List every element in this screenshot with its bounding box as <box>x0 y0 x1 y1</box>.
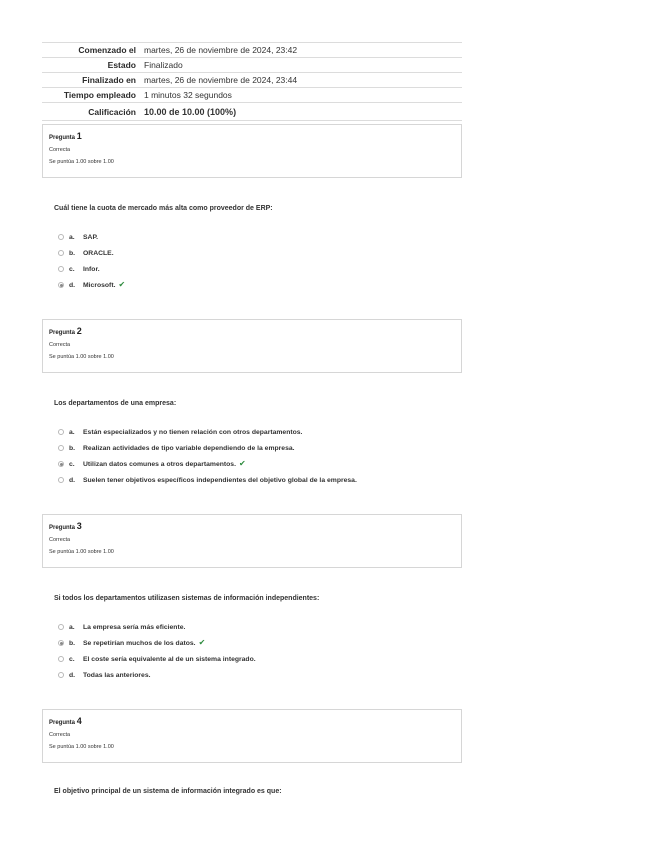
radio-button[interactable] <box>58 656 64 662</box>
option-text: Están especializados y no tienen relación con otros departamentos. <box>83 428 303 436</box>
question-status: Correcta <box>49 537 71 543</box>
question-number: 1 <box>76 131 82 141</box>
attempt-summary-table <box>42 42 462 121</box>
option-letter: b. <box>69 249 76 257</box>
radio-button-selected[interactable] <box>58 640 64 646</box>
answer-option[interactable] <box>58 654 256 664</box>
question-status: Correcta <box>49 147 71 153</box>
radio-button[interactable] <box>58 477 64 483</box>
summary-value: martes, 26 de noviembre de 2024, 23:44 <box>140 73 462 88</box>
question-points: Se puntúa 1.00 sobre 1.00 <box>49 159 114 165</box>
option-text: El coste sería equivalente al de un sistema integrado. <box>83 655 256 663</box>
summary-row <box>42 88 462 103</box>
option-text: Microsoft. <box>83 281 116 289</box>
check-icon: ✔ <box>118 280 126 289</box>
summary-label: Tiempo empleado <box>42 88 140 103</box>
answer-option[interactable] <box>58 248 114 258</box>
question-info-1 <box>42 124 462 178</box>
radio-button[interactable] <box>58 429 64 435</box>
summary-value: martes, 26 de noviembre de 2024, 23:42 <box>140 43 462 58</box>
summary-row <box>42 58 462 73</box>
answer-option[interactable] <box>58 475 357 485</box>
question-number: 3 <box>76 521 82 531</box>
question-number: 2 <box>76 326 82 336</box>
question-status: Correcta <box>49 732 71 738</box>
option-letter: d. <box>69 281 76 289</box>
radio-button[interactable] <box>58 624 64 630</box>
question-title <box>49 131 455 141</box>
option-letter: c. <box>69 655 75 663</box>
question-title <box>49 716 455 726</box>
option-text: Realizan actividades de tipo variable dependiendo de la empresa. <box>83 444 295 452</box>
summary-row <box>42 43 462 58</box>
radio-button[interactable] <box>58 234 64 240</box>
radio-button-selected[interactable] <box>58 282 64 288</box>
answer-option-selected[interactable] <box>58 638 205 648</box>
option-letter: b. <box>69 639 76 647</box>
question-points: Se puntúa 1.00 sobre 1.00 <box>49 549 114 555</box>
question-status: Correcta <box>49 342 71 348</box>
answer-option-selected[interactable] <box>58 280 125 290</box>
summary-row <box>42 73 462 88</box>
answer-option[interactable] <box>58 264 100 274</box>
option-letter: a. <box>69 233 75 241</box>
radio-button[interactable] <box>58 250 64 256</box>
radio-button[interactable] <box>58 445 64 451</box>
summary-label: Finalizado en <box>42 73 140 88</box>
question-title <box>49 521 455 531</box>
question-prefix: Pregunta <box>49 135 76 141</box>
answer-option[interactable] <box>58 622 185 632</box>
option-letter: b. <box>69 444 76 452</box>
radio-button-selected[interactable] <box>58 461 64 467</box>
check-icon: ✔ <box>238 459 246 468</box>
question-prefix: Pregunta <box>49 330 76 336</box>
question-points: Se puntúa 1.00 sobre 1.00 <box>49 744 114 750</box>
question-title <box>49 326 455 336</box>
option-text: ORACLE. <box>83 249 114 257</box>
summary-label: Comenzado el <box>42 43 140 58</box>
question-info-3 <box>42 514 462 568</box>
option-letter: d. <box>69 476 76 484</box>
summary-label: Calificación <box>42 103 140 121</box>
option-letter: d. <box>69 671 76 679</box>
question-number: 4 <box>76 716 82 726</box>
grade-value: 10.00 de 10.00 (100%) <box>140 103 462 121</box>
answer-option[interactable] <box>58 443 295 453</box>
radio-button[interactable] <box>58 266 64 272</box>
radio-button[interactable] <box>58 672 64 678</box>
summary-value: Finalizado <box>140 58 462 73</box>
summary-value: 1 minutos 32 segundos <box>140 88 462 103</box>
summary-label: Estado <box>42 58 140 73</box>
question-info-2 <box>42 319 462 373</box>
answer-option[interactable] <box>58 232 98 242</box>
question-text: Si todos los departamentos utilizasen sistemas de información independientes: <box>54 595 320 602</box>
summary-row-grade <box>42 103 462 121</box>
question-text: El objetivo principal de un sistema de información integrado es que: <box>54 788 282 795</box>
question-text: Los departamentos de una empresa: <box>54 400 177 407</box>
option-text: SAP. <box>83 233 98 241</box>
question-points: Se puntúa 1.00 sobre 1.00 <box>49 354 114 360</box>
answer-option[interactable] <box>58 670 151 680</box>
check-icon: ✔ <box>198 638 206 647</box>
question-prefix: Pregunta <box>49 525 76 531</box>
question-info-4 <box>42 709 462 763</box>
answer-option-selected[interactable] <box>58 459 246 469</box>
option-text: La empresa sería más eficiente. <box>83 623 186 631</box>
option-text: Todas las anteriores. <box>83 671 151 679</box>
question-prefix: Pregunta <box>49 720 76 726</box>
option-letter: c. <box>69 265 75 273</box>
question-text: Cuál tiene la cuota de mercado más alta como proveedor de ERP: <box>54 205 273 212</box>
option-text: Utilizan datos comunes a otros departamentos. <box>83 460 236 468</box>
option-text: Suelen tener objetivos específicos independientes del objetivo global de la empresa. <box>83 476 357 484</box>
option-text: Se repetirían muchos de los datos. <box>83 639 196 647</box>
option-letter: c. <box>69 460 75 468</box>
option-letter: a. <box>69 428 75 436</box>
option-text: Infor. <box>83 265 100 273</box>
option-letter: a. <box>69 623 75 631</box>
answer-option[interactable] <box>58 427 302 437</box>
